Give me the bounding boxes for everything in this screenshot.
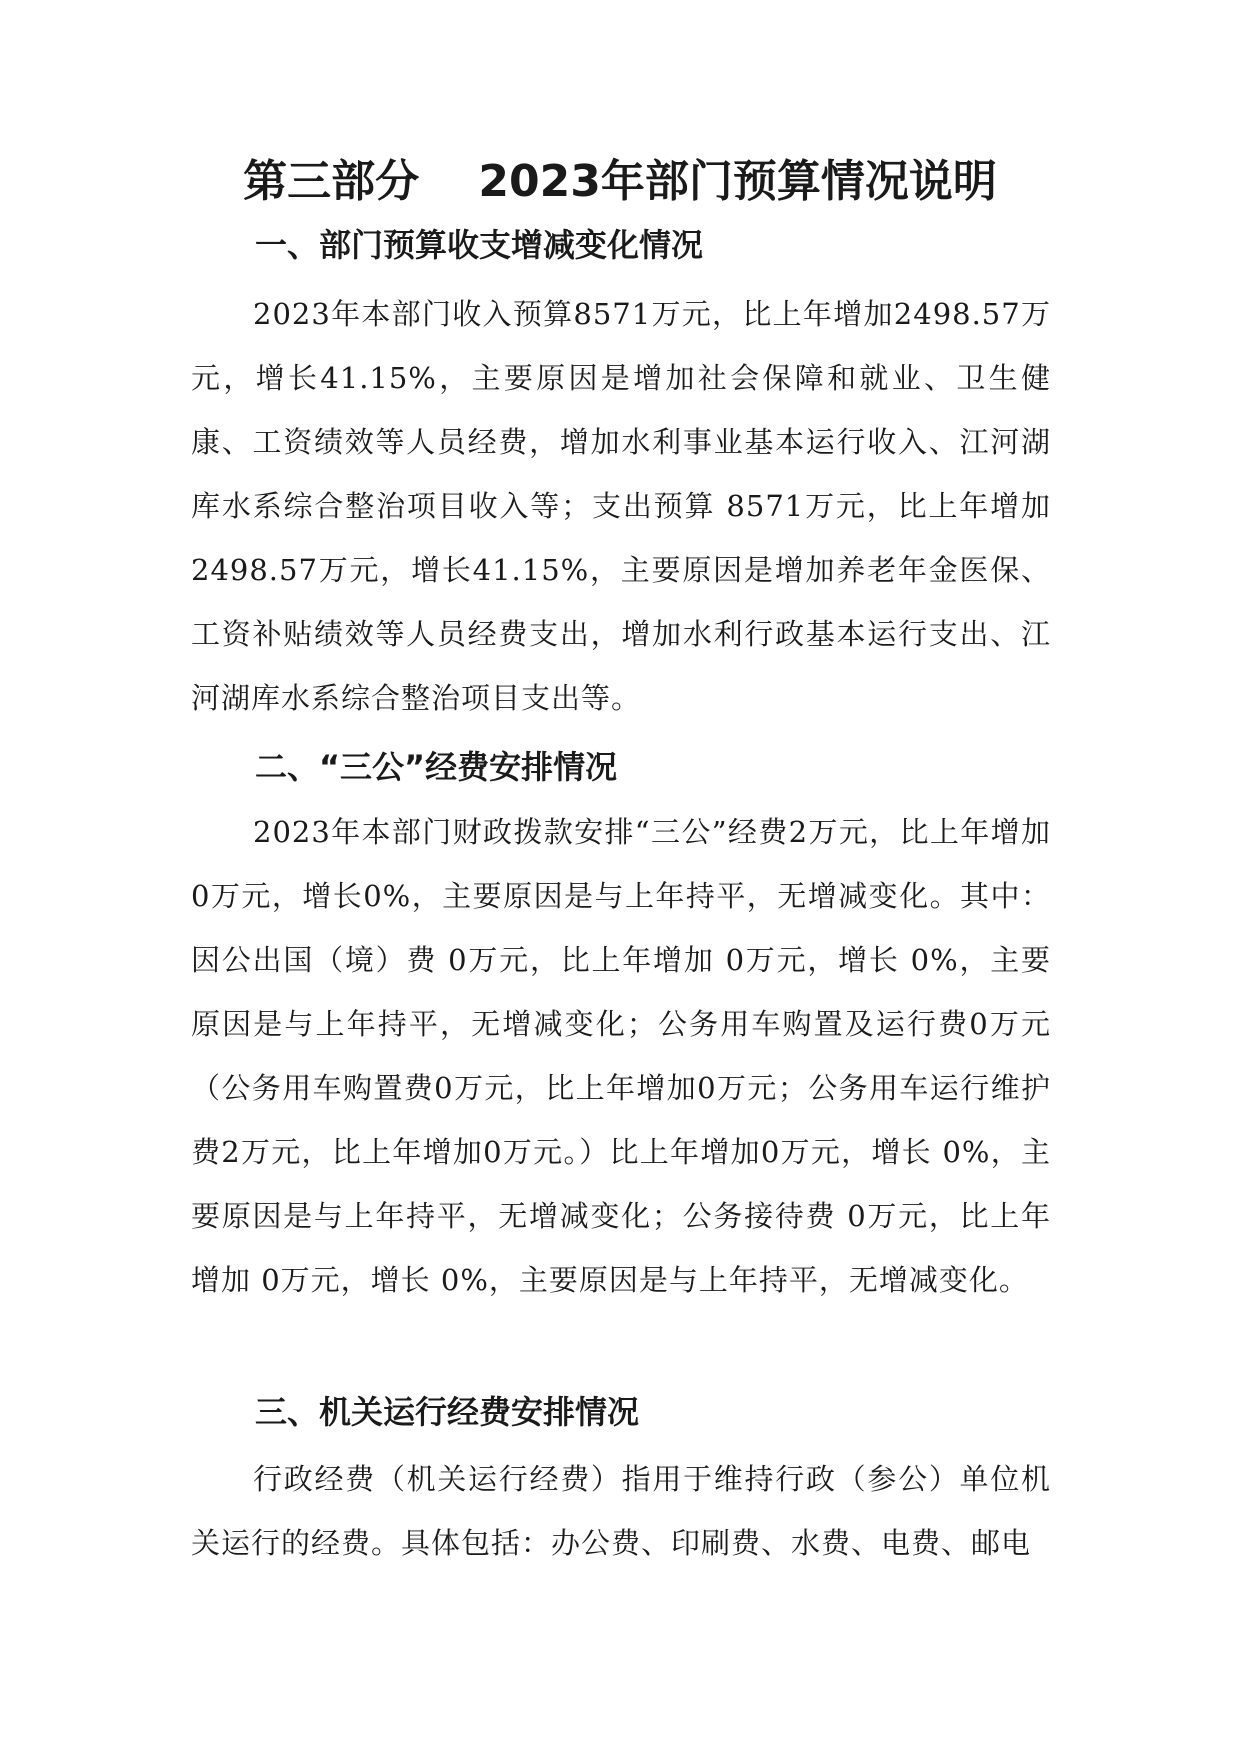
section-heading-3: 三、机关运行经费安排情况: [255, 1393, 640, 1431]
section-body-2: 2023年本部门财政拨款安排“三公”经费2万元，比上年增加0万元，增长0%，主要原因是与上年持平，无增减变化。其中：因公出国（境）费 0万元，比上年增加 0万元，增长 0%，主要原因是与上年持平，无增减变化；公务用车购置及运行费0万元（公务用车购置费0万元，比上年增加0万元；公务用车运行维护费2万元，比上年增加0万元。）比上年增加0万元，增长 0%，主要原因是与上年持平，无增减变化；公务接待费 0万元，比上年增加 0万元，增长 0%，主要原因是与上年持平，无增减变化。: [191, 815, 1051, 1297]
section-body-3: 行政经费（机关运行经费）指用于维持行政（参公）单位机关运行的经费。具体包括：办公费、印刷费、水费、电费、邮电: [191, 1462, 1051, 1560]
section-body-1: 2023年本部门收入预算8571万元，比上年增加2498.57万元，增长41.15%，主要原因是增加社会保障和就业、卫生健康、工资绩效等人员经费，增加水利事业基本运行收入、江河湖库水系综合整治项目收入等；支出预算 8571万元，比上年增加2498.57万元，增长41.15%，主要原因是增加养老年金医保、工资补贴绩效等人员经费支出，增加水利行政基本运行支出、江河湖库水系综合整治项目支出等。: [191, 297, 1051, 715]
document-title: 第三部分 2023年部门预算情况说明: [243, 156, 997, 207]
section-heading-1: 一、部门预算收支增减变化情况: [255, 226, 704, 264]
section-heading-2: 二、“三公”经费安排情况: [255, 748, 618, 786]
